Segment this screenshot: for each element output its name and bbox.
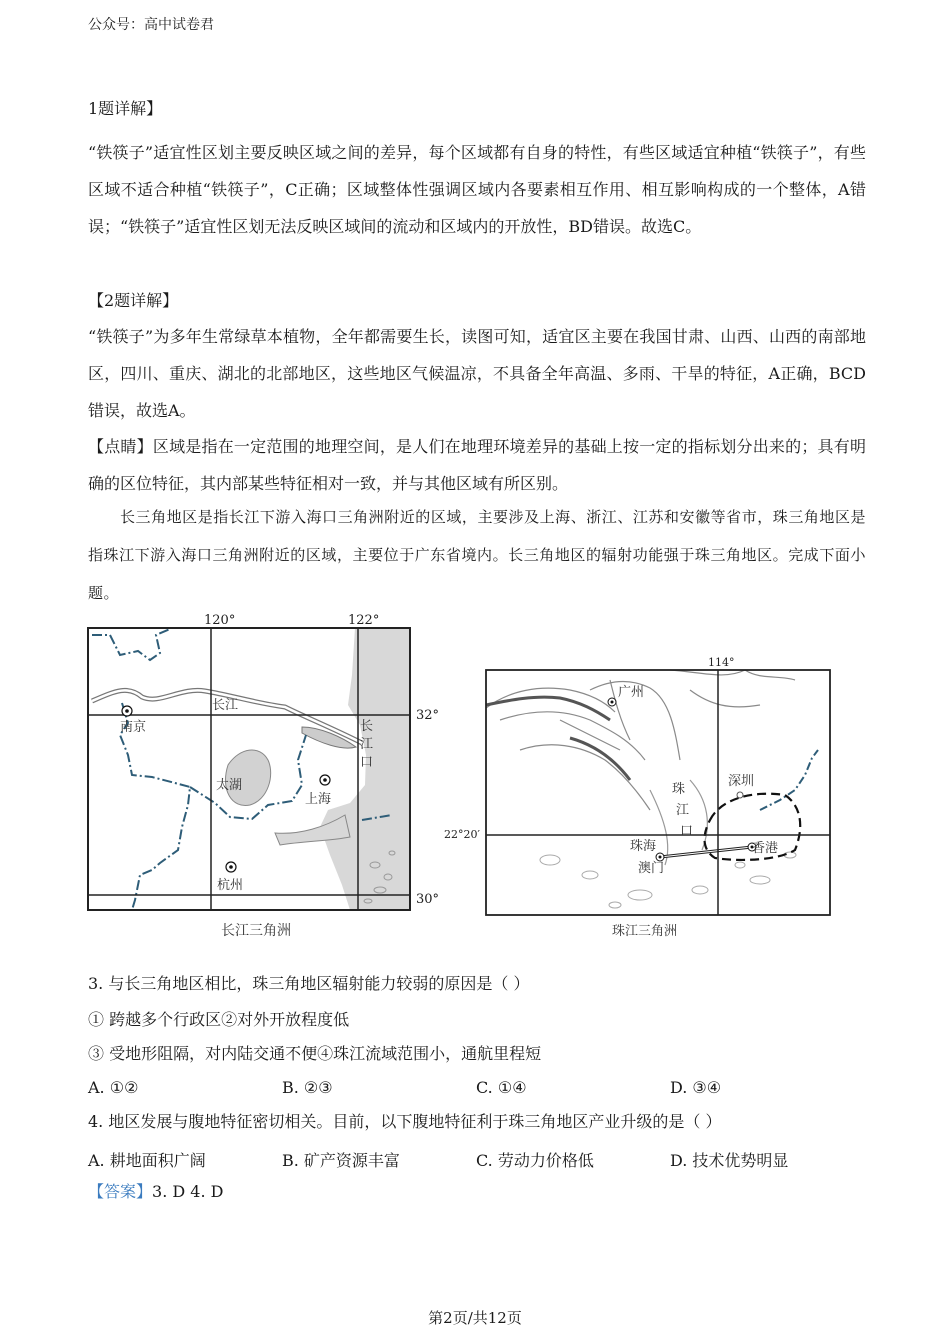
- caption-pearl: 珠江三角洲: [612, 924, 678, 939]
- lon-label-122: 122°: [348, 613, 380, 628]
- label-changjiang: 长江: [212, 698, 239, 713]
- intro-paragraph: 长三角地区是指长江下游入海口三角洲附近的区域，主要涉及上海、浙江、江苏和安徽等省市，珠三角地区是指珠江下游入海口三角洲附近的区域，主要位于广东省境内。长三角地区的辐射功能强于珠三角地区。完成下面小题。: [88, 508, 866, 602]
- q3-stem: 3. 与长三角地区相比，珠三角地区辐射能力较弱的原因是（ ）: [88, 974, 530, 993]
- q4-option-a[interactable]: A. 耕地面积广阔: [88, 1151, 206, 1170]
- map-yangtze-delta: [80, 605, 440, 945]
- label-estuary-3: 口: [360, 755, 374, 770]
- label-estuary-1: 长: [360, 719, 374, 734]
- q3-line1: ① 跨越多个行政区②对外开放程度低: [88, 1010, 350, 1029]
- q4-option-c[interactable]: C. 劳动力价格低: [476, 1151, 594, 1170]
- q3-option-c[interactable]: C. ①④: [476, 1078, 527, 1097]
- city-shanghai-marker: [320, 775, 330, 785]
- label-zhuhai: 珠海: [630, 839, 657, 854]
- q4-option-b[interactable]: B. 矿产资源丰富: [282, 1151, 400, 1170]
- label-macau: 澳门: [638, 861, 665, 876]
- city-hangzhou-marker: [226, 862, 236, 872]
- tip-paragraph: [88, 428, 866, 502]
- label-nanjing: 南京: [120, 720, 147, 735]
- city-shenzhen-marker: [737, 792, 743, 798]
- main-river: [486, 697, 610, 720]
- page-footer: 第2页/共12页: [428, 1309, 522, 1327]
- label-taihu: 太湖: [216, 778, 243, 793]
- q3-option-d[interactable]: D. ③④: [670, 1078, 722, 1097]
- label-guangzhou: 广州: [618, 685, 645, 700]
- label-shanghai: 上海: [305, 792, 332, 807]
- q1-detail-title: 1题详解】: [88, 99, 163, 118]
- estuary-east-shore: [690, 780, 707, 850]
- tip-label: 【点睛】: [88, 437, 153, 456]
- label-shenzhen: 深圳: [728, 774, 755, 789]
- label-hongkong: 香港: [752, 841, 779, 856]
- q3-line2: ③ 受地形阻隔，对内陆交通不便④珠江流域范围小，通航里程短: [88, 1044, 542, 1063]
- q3-option-a[interactable]: A. ①②: [88, 1078, 139, 1097]
- label-river-mouth-1: 珠: [672, 782, 686, 797]
- answer-line: [88, 1182, 223, 1202]
- answer-text: 3. D 4. D: [152, 1182, 224, 1201]
- city-guangzhou-marker: [608, 698, 616, 706]
- city-zhuhai-marker: [656, 853, 664, 861]
- q3-options: [88, 1078, 866, 1098]
- label-river-mouth-3: 口: [680, 824, 694, 839]
- tip-text: 区域是指在一定范围的地理空间，是人们在地理环境差异的基础上按一定的指标划分出来的；具有明确的区位特征，其内部某些特征相对一致，并与其他区域有所区别。: [88, 437, 866, 493]
- q4-stem: 4. 地区发展与腹地特征密切相关。目前，以下腹地特征利于珠三角地区产业升级的是（ ）: [88, 1112, 722, 1131]
- q1-detail-text: “铁筷子”适宜性区划主要反映区域之间的差异，每个区域都有自身的特性，有些区域适宜种植“铁筷子”，有些区域不适合种植“铁筷子”，C正确；区域整体性强调区域内各要素相互作用、相互影响构成的一个整体，A错误；“铁筷子”适宜性区划无法反映区域间的流动和区域内的开放性，BD错误。故选C。: [88, 143, 866, 236]
- lon-label-120: 120°: [204, 613, 236, 628]
- q4-options: [88, 1148, 866, 1168]
- caption-yangtze: 长江三角洲: [221, 923, 291, 939]
- header-account: 公众号：高中试卷君: [88, 17, 214, 33]
- pearl-boundary: [760, 750, 818, 810]
- answer-label: 【答案】: [88, 1182, 153, 1201]
- lat-label-22-20: 22°20′: [444, 828, 480, 841]
- pearl-map-frame: [486, 670, 830, 915]
- lat-label-30: 30°: [416, 892, 440, 907]
- q2-detail-text: “铁筷子”为多年生常绿草本植物，全年都需要生长，读图可知，适宜区主要在我国甘肃、山西、山西的南部地区，四川、重庆、湖北的北部地区，这些地区气候温凉，不具备全年高温、多雨、干旱的特征，A正确，BCD错误，故选A。: [88, 327, 866, 420]
- q2-detail-title: 【2题详解】: [88, 291, 179, 310]
- label-hangzhou: 杭州: [217, 878, 244, 893]
- city-nanjing-marker: [122, 706, 132, 716]
- q4-option-d[interactable]: D. 技术优势明显: [670, 1151, 789, 1170]
- map-pearl-delta: [440, 650, 840, 945]
- q3-option-b[interactable]: B. ②③: [282, 1078, 333, 1097]
- boundary-west: [92, 629, 190, 910]
- lat-label-32: 32°: [416, 708, 440, 723]
- label-river-mouth-2: 江: [676, 803, 690, 818]
- label-estuary-2: 江: [360, 737, 374, 752]
- lon-label-114: 114°: [708, 656, 735, 669]
